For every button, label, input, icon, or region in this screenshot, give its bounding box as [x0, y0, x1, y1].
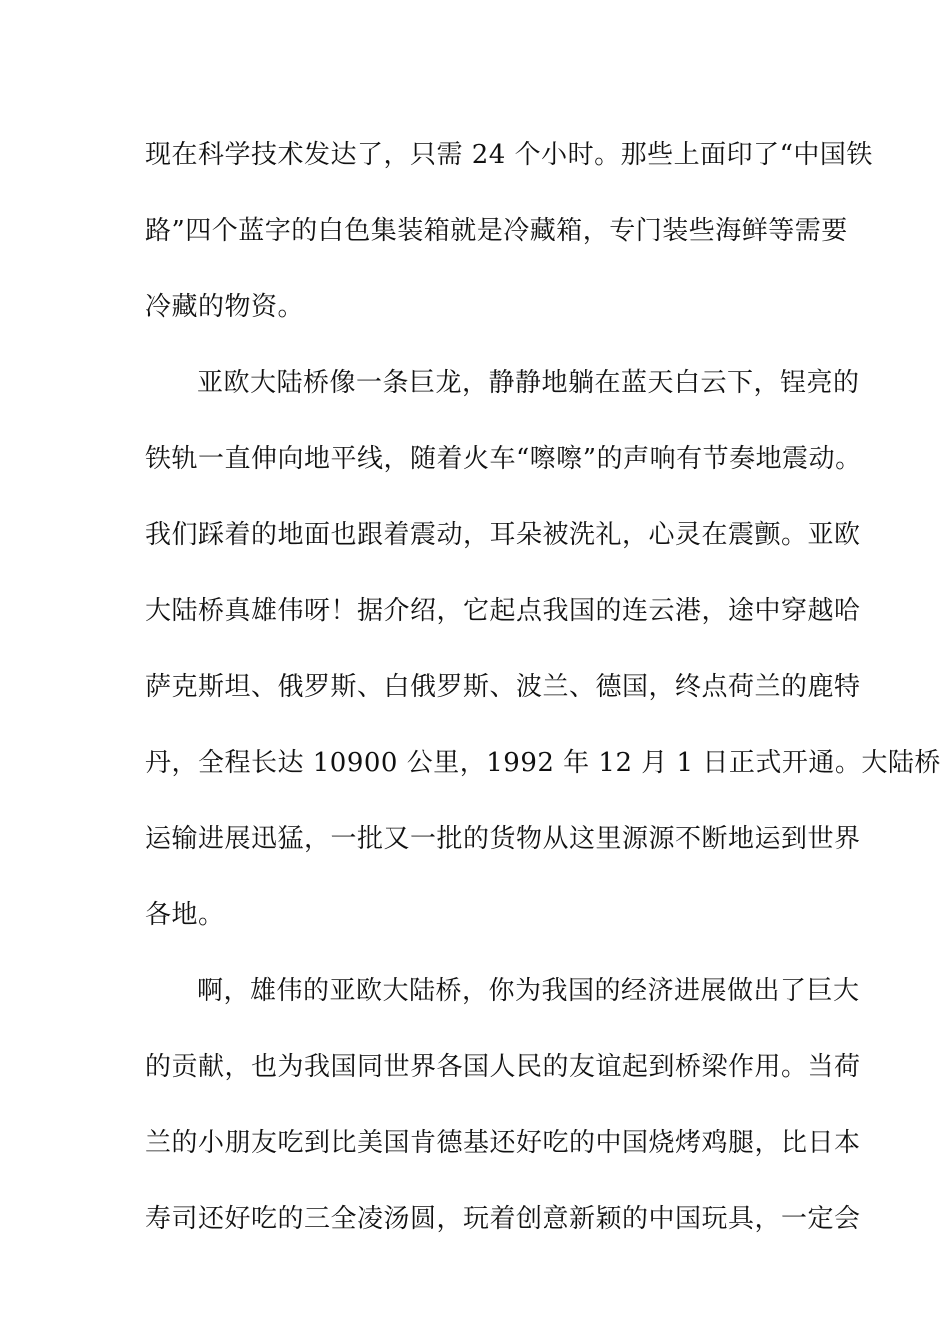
- text-line: 萨克斯坦、俄罗斯、白俄罗斯、波兰、德国，终点荷兰的鹿特: [145, 672, 861, 702]
- text-line: 丹，全程长达 10900 公里，1992 年 12 月 1 日正式开通。大陆桥: [145, 748, 941, 778]
- text-line: 运输进展迅猛，一批又一批的货物从这里源源不断地运到世界: [145, 824, 861, 854]
- body-text: [145, 130, 941, 1270]
- text-line: 现在科学技术发达了，只需 24 个小时。那些上面印了“中国铁: [145, 140, 873, 170]
- text-line: 冷藏的物资。: [145, 292, 305, 322]
- text-line: 各地。: [145, 900, 225, 930]
- text-line: 铁轨一直伸向地平线，随着火车“嚓嚓”的声响有节奏地震动。: [145, 444, 862, 474]
- text-line: 路”四个蓝字的白色集装箱就是冷藏箱，专门装些海鲜等需要: [145, 216, 848, 246]
- text-line: 寿司还好吃的三全凌汤圆，玩着创意新颖的中国玩具，一定会: [145, 1204, 861, 1234]
- text-line: 兰的小朋友吃到比美国肯德基还好吃的中国烧烤鸡腿，比日本: [145, 1128, 861, 1158]
- paragraph-start-line: 啊，雄伟的亚欧大陆桥，你为我国的经济进展做出了巨大: [197, 976, 860, 1006]
- paragraph-start-line: 亚欧大陆桥像一条巨龙，静静地躺在蓝天白云下，锃亮的: [197, 368, 860, 398]
- text-line: 的贡献，也为我国同世界各国人民的友谊起到桥梁作用。当荷: [145, 1052, 861, 1082]
- text-line: 大陆桥真雄伟呀！据介绍，它起点我国的连云港，途中穿越哈: [145, 596, 861, 626]
- text-line: 我们踩着的地面也跟着震动，耳朵被洗礼，心灵在震颤。亚欧: [145, 520, 861, 550]
